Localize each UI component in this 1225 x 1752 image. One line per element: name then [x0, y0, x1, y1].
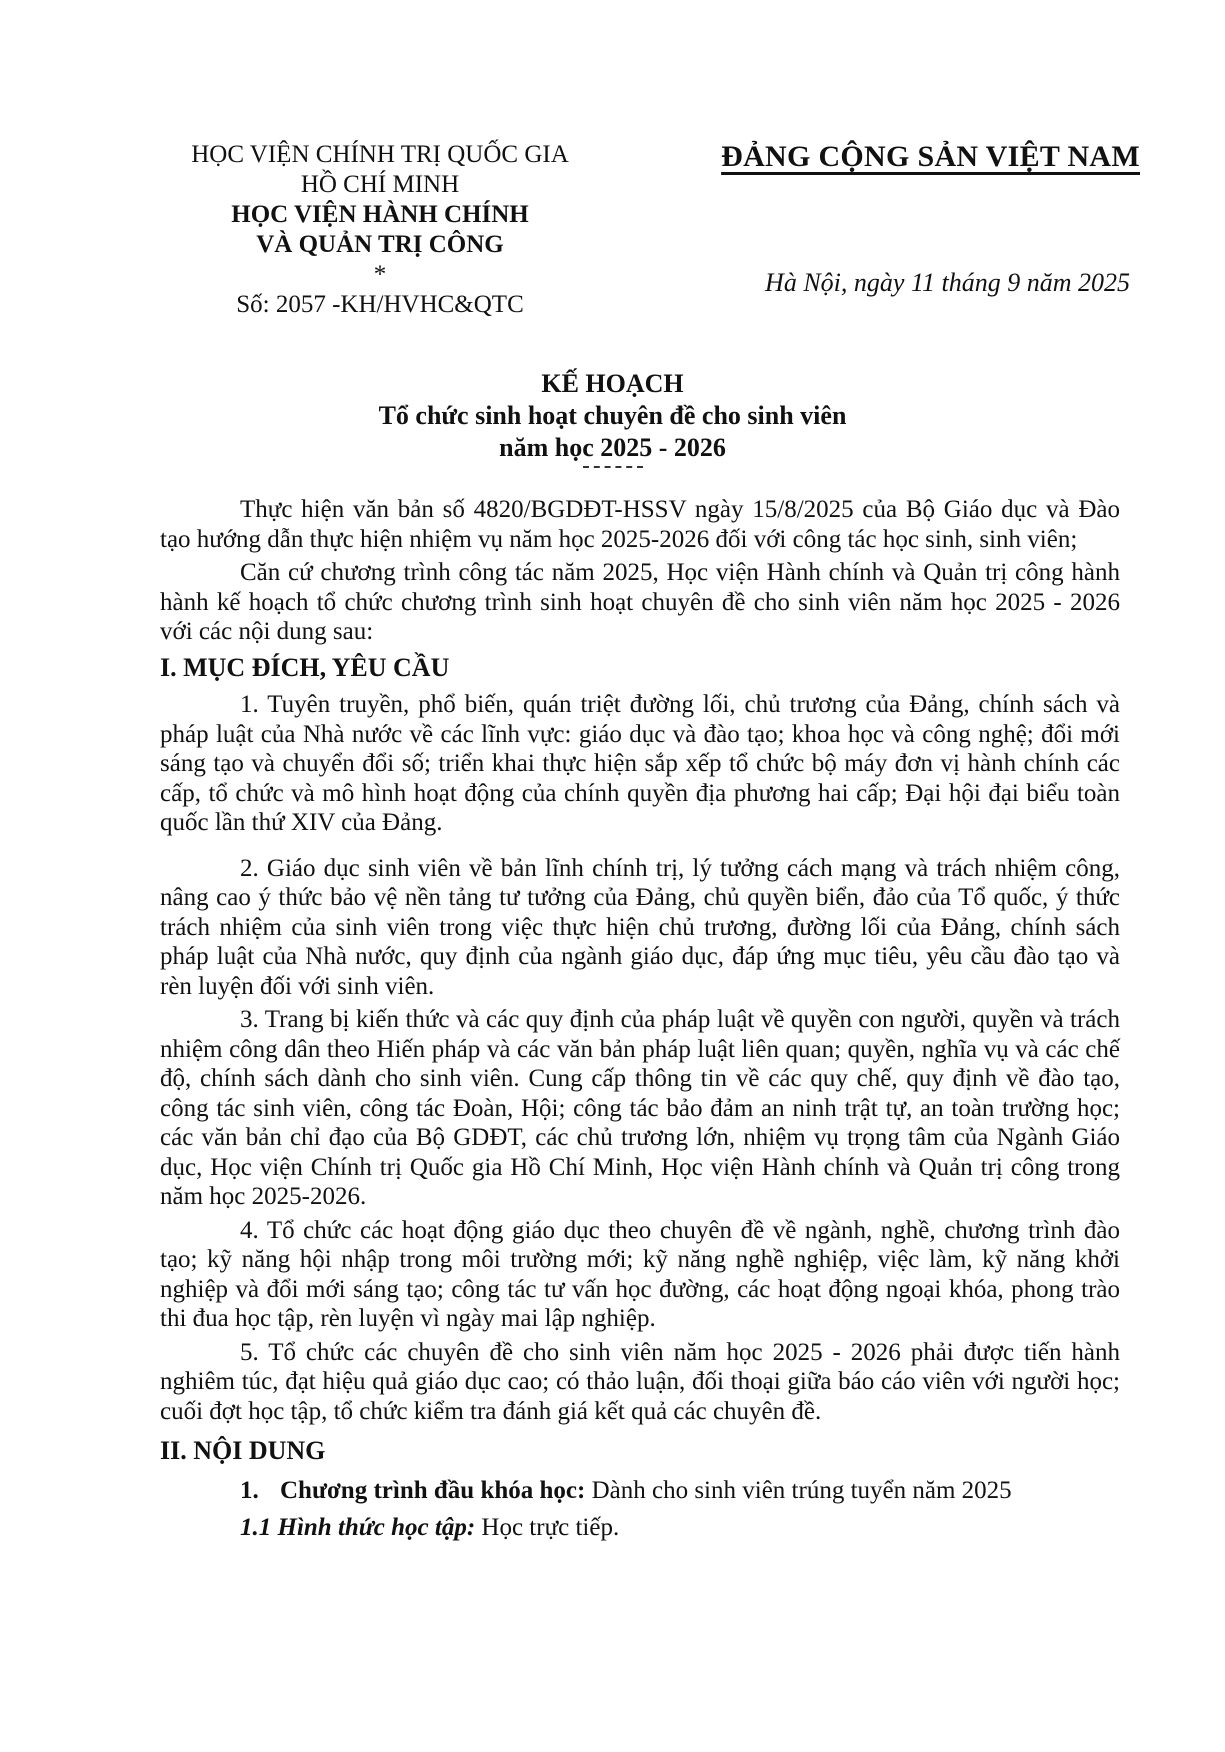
section-2-item-1 — [240, 1476, 1120, 1506]
intro-paragraph-2: Căn cứ chương trình công tác năm 2025, Học viện Hành chính và Quản trị công hành hành kế hoạch tổ chức chương trình sinh hoạt chuyên đề cho sinh viên năm học 2025 - 2026 với các nội dung sau: — [160, 559, 1120, 645]
section-1-item-3: 3. Trang bị kiến thức và các quy định của pháp luật về quyền con người, quyền và trách nhiệm công dân theo Hiến pháp và các văn bản pháp luật liên quan; quyền, nghĩa vụ và các chế độ, chính sách dành cho sinh viên. Cung cấp thông tin về các quy chế, quy định về đào tạo, công tác sinh viên, công tác Đoàn, Hội; công tác bảo đảm an ninh trật tự, an toàn trường học; các văn bản chỉ đạo của Bộ GDĐT, các chủ trương lớn, nhiệm vụ trọng tâm của Ngành Giáo dục, Học viện Chính trị Quốc gia Hồ Chí Minh, Học viện Hành chính và Quản trị công trong năm học 2025-2026. — [160, 1006, 1120, 1210]
issuing-organization — [140, 140, 620, 320]
title-divider — [583, 466, 643, 468]
subitem-label: 1.1 Hình thức học tập: — [240, 1514, 476, 1541]
subitem-text: Học trực tiếp. — [475, 1514, 620, 1541]
intro-paragraph-1: Thực hiện văn bản số 4820/BGDĐT-HSSV ngày 15/8/2025 của Bộ Giáo dục và Đào tạo hướng dẫn thực hiện nhiệm vụ năm học 2025-2026 đối với công tác học sinh, sinh viên; — [160, 496, 1120, 553]
document-body — [160, 495, 1120, 1543]
org-line-4: VÀ QUẢN TRỊ CÔNG — [256, 231, 504, 258]
title-line-2: Tổ chức sinh hoạt chuyên đề cho sinh viên — [378, 401, 847, 430]
party-name: ĐẢNG CỘNG SẢN VIỆT NAM — [721, 140, 1140, 173]
section-1-heading: I. MỤC ĐÍCH, YÊU CẦU — [160, 652, 450, 682]
document-number: Số: 2057 -KH/HVHC&QTC — [236, 291, 524, 318]
section-1-item-5: 5. Tổ chức các chuyên đề cho sinh viên năm học 2025 - 2026 phải được tiến hành nghiêm túc, đạt hiệu quả giáo dục cao; có thảo luận, đối thoại giữa báo cáo viên với người học; cuối đợt học tập, tổ chức kiểm tra đánh giá kết quả các chuyên đề. — [160, 1338, 1120, 1425]
section-1-item-1: 1. Tuyên truyền, phổ biến, quán triệt đường lối, chủ trương của Đảng, chính sách và pháp luật của Nhà nước về các lĩnh vực: giáo dục và đào tạo; khoa học và công nghệ; đổi mới sáng tạo và chuyển đổi số; triển khai thực hiện sắp xếp tổ chức bộ máy đơn vị hành chính các cấp, tổ chức và mô hình hoạt động của chính quyền địa phương hai cấp; Đại hội đại biểu toàn quốc lần thứ XIV của Đảng. — [160, 691, 1120, 836]
section-1-item-4: 4. Tổ chức các hoạt động giáo dục theo chuyên đề về ngành, nghề, chương trình đào tạo; kỹ năng hội nhập trong môi trường mới; kỹ năng nghề nghiệp, việc làm, kỹ năng khởi nghiệp và đổi mới sáng tạo; công tác tư vấn học đường, các hoạt động ngoại khóa, phong trào thi đua học tập, rèn luyện vì ngày mai lập nghiệp. — [160, 1216, 1120, 1332]
section-2-heading: II. NỘI DUNG — [160, 1436, 326, 1465]
item-text: Dành cho sinh viên trúng tuyển năm 2025 — [585, 1476, 1012, 1504]
party-header — [680, 140, 1140, 174]
section-2-item-1-1 — [240, 1513, 1120, 1543]
separator-star: * — [373, 261, 387, 288]
title-line-1: KẾ HOẠCH — [541, 369, 684, 398]
org-line-1: HỌC VIỆN CHÍNH TRỊ QUỐC GIA — [191, 141, 569, 168]
section-1-item-2: 2. Giáo dục sinh viên về bản lĩnh chính trị, lý tưởng cách mạng và trách nhiệm công, nâng cao ý thức bảo vệ nền tảng tư tưởng của Đảng, chủ quyền biển, đảo của Tổ quốc, ý thức trách nhiệm của sinh viên trong việc thực hiện chủ trương, đường lối của Đảng, chính sách pháp luật của Nhà nước, quy định của ngành giáo dục, đáp ứng mục tiêu, yêu cầu đào tạo và rèn luyện đối với sinh viên. — [160, 854, 1120, 1000]
item-number: 1. — [240, 1476, 259, 1504]
item-label: Chương trình đầu khóa học: — [280, 1476, 586, 1504]
org-line-3: HỌC VIỆN HÀNH CHÍNH — [231, 201, 529, 228]
document-date: Hà Nội, ngày 11 tháng 9 năm 2025 — [765, 268, 1130, 297]
title-line-3: năm học 2025 - 2026 — [499, 433, 726, 462]
org-line-2: HỒ CHÍ MINH — [300, 171, 460, 198]
document-title — [0, 368, 1225, 468]
